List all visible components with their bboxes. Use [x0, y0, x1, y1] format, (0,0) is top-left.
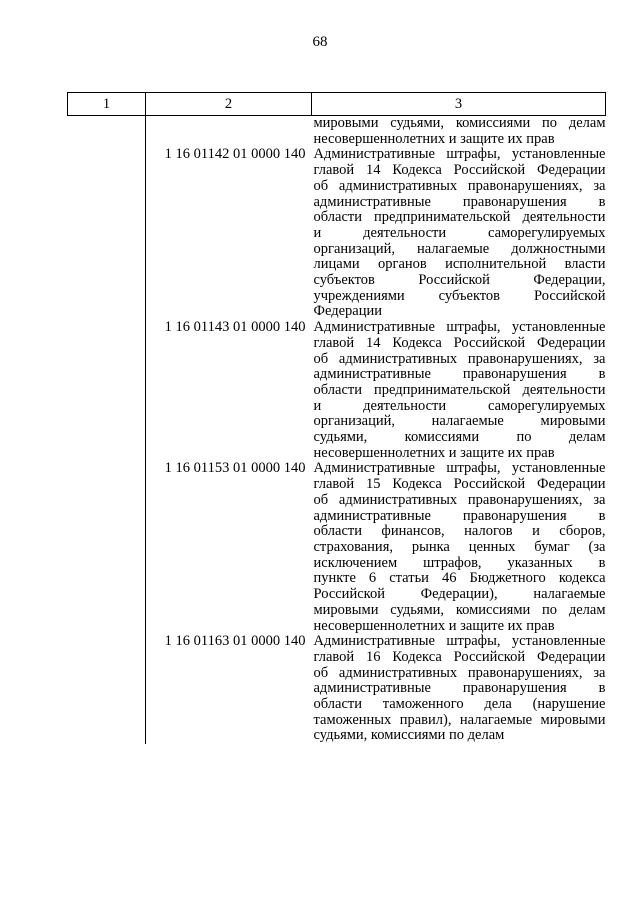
description-line: организаций, налагаемые должностными — [313, 240, 606, 257]
description-text — [312, 461, 606, 634]
description-line: пункте 6 статьи 46 Бюджетного кодекса — [313, 570, 606, 587]
description-line: области таможенного дела (нарушение — [313, 696, 606, 713]
description-line: об административных правонарушениях, за — [313, 491, 606, 508]
description-cell — [312, 634, 606, 744]
description-line: субъектов Российской Федерации, — [313, 272, 606, 289]
row-number-cell — [68, 320, 146, 461]
revenue-codes-table — [67, 92, 606, 744]
code-cell — [146, 320, 312, 461]
budget-classification-code: 1 16 01153 01 0000 140 — [164, 460, 306, 477]
table-row — [68, 147, 606, 320]
description-line: исключением штрафов, указанных в — [313, 554, 606, 571]
description-line: об административных правонарушениях, за — [313, 664, 606, 681]
row-number-cell — [68, 116, 146, 148]
description-text — [312, 634, 606, 744]
table-header-row — [68, 93, 606, 116]
description-text — [312, 147, 606, 320]
description-line: Административные штрафы, установленные — [313, 319, 606, 336]
description-line: страхования, рынка ценных бумаг (за — [313, 538, 606, 555]
description-line: административные правонарушения в — [313, 193, 606, 210]
description-line: административные правонарушения в — [313, 366, 606, 383]
column-header-2: 2 — [146, 93, 312, 116]
description-line: Административные штрафы, установленные — [313, 460, 606, 477]
budget-classification-code: 1 16 01143 01 0000 140 — [164, 319, 306, 336]
row-number-cell — [68, 461, 146, 634]
description-text — [312, 320, 606, 461]
description-line: об административных правонарушениях, за — [313, 177, 606, 194]
description-line: об административных правонарушениях, за — [313, 350, 606, 367]
table-row — [68, 320, 606, 461]
table-row — [68, 634, 606, 744]
description-line: несовершеннолетних и защите их прав — [313, 444, 555, 461]
description-line: Федерации — [313, 303, 382, 320]
description-line: Административные штрафы, установленные — [313, 633, 606, 650]
description-line: судьями, комиссиями по делам — [313, 429, 606, 446]
description-line: и деятельности саморегулируемых — [313, 224, 606, 241]
description-line: несовершеннолетних и защите их прав — [313, 130, 555, 147]
budget-classification-code: 1 16 01142 01 0000 140 — [164, 146, 306, 163]
description-line: несовершеннолетних и защите их прав — [313, 617, 555, 634]
description-line: области финансов, налогов и сборов, — [313, 523, 606, 540]
code-cell — [146, 147, 312, 320]
description-line: Российской Федерации), налагаемые — [313, 586, 606, 603]
description-line: области предпринимательской деятельности — [313, 209, 606, 226]
page-number: 68 — [312, 34, 328, 50]
description-line: мировыми судьями, комиссиями по делам — [313, 601, 606, 618]
description-line: административные правонарушения в — [313, 680, 606, 697]
description-line: учреждениями субъектов Российской — [313, 287, 606, 304]
description-cell — [312, 461, 606, 634]
code-cell — [146, 461, 312, 634]
column-header-1: 1 — [68, 93, 146, 116]
description-line: главой 16 Кодекса Российской Федерации — [313, 648, 606, 665]
description-line: судьями, комиссиями по делам — [313, 727, 505, 744]
description-line: организаций, налагаемые мировыми — [313, 413, 606, 430]
row-number-cell — [68, 634, 146, 744]
column-header-3: 3 — [312, 93, 606, 116]
budget-classification-code: 1 16 01163 01 0000 140 — [164, 633, 306, 650]
code-cell — [146, 634, 312, 744]
description-line: и деятельности саморегулируемых — [313, 397, 606, 414]
description-cell — [312, 147, 606, 320]
table-row — [68, 116, 606, 148]
description-line: главой 14 Кодекса Российской Федерации — [313, 162, 606, 179]
description-line: таможенных правил), налагаемые мировыми — [313, 711, 606, 728]
description-line: Административные штрафы, установленные — [313, 146, 606, 163]
description-line: мировыми судьями, комиссиями по делам — [313, 115, 606, 131]
description-line: области предпринимательской деятельности — [313, 381, 606, 398]
description-cell — [312, 116, 606, 148]
description-line: главой 14 Кодекса Российской Федерации — [313, 334, 606, 351]
description-text — [312, 116, 606, 147]
description-line: главой 15 Кодекса Российской Федерации — [313, 476, 606, 493]
description-cell — [312, 320, 606, 461]
row-number-cell — [68, 147, 146, 320]
code-cell — [146, 116, 312, 148]
description-line: лицами органов исполнительной власти — [313, 256, 606, 273]
table-row — [68, 461, 606, 634]
description-line: административные правонарушения в — [313, 507, 606, 524]
